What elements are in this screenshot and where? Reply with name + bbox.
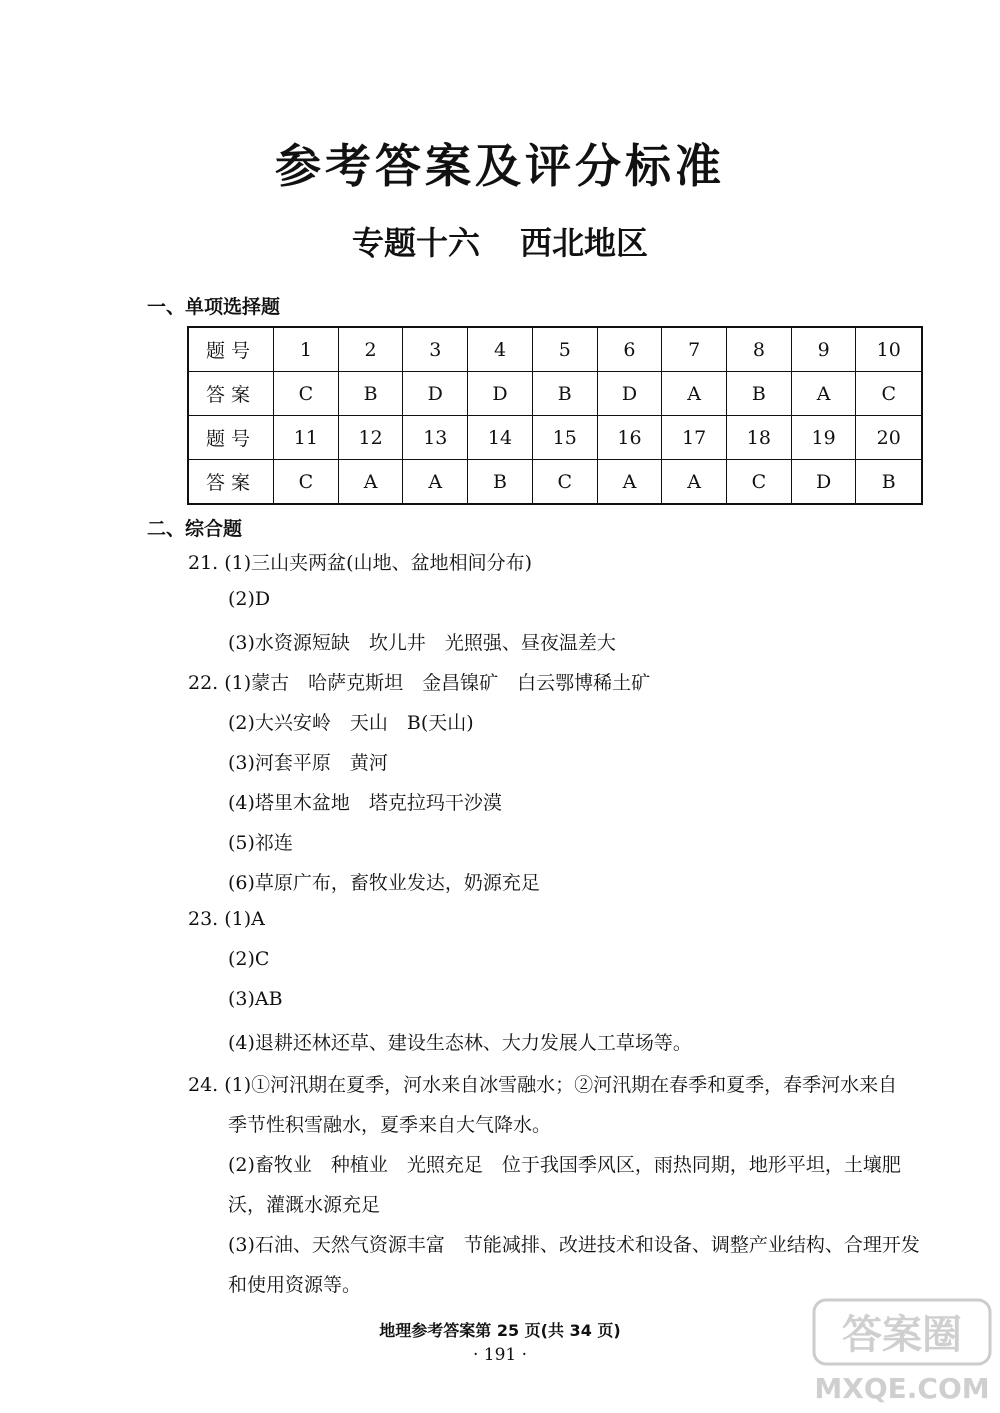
answer-cell: A [338,460,403,505]
answer-table [187,326,923,505]
question-number-cell: 4 [468,327,533,372]
answer-cell: D [791,460,856,505]
question-number-cell: 6 [597,327,662,372]
answer-cell: B [727,372,792,416]
answer-line: (5)祁连 [228,832,293,854]
question-number-cell: 14 [468,416,533,460]
answer-cell: A [662,372,727,416]
page-footer: 地理参考答案第 25 页(共 34 页) [379,1321,621,1340]
table-row [188,416,922,460]
watermark-url: MXQE.COM [814,1372,990,1405]
answer-cell: A [662,460,727,505]
answer-line: (3)水资源短缺 坎儿井 光照强、昼夜温差大 [228,632,616,654]
answer-line: 24. (1)①河汛期在夏季，河水来自冰雪融水；②河汛期在春季和夏季，春季河水来自 [188,1074,898,1096]
row-label: 答案 [188,372,274,416]
question-number-cell: 5 [532,327,597,372]
table-row [188,327,922,372]
answer-cell: A [403,460,468,505]
table-row [188,460,922,505]
answer-line: (4)塔里木盆地 塔克拉玛干沙漠 [228,792,502,814]
table-row [188,372,922,416]
watermark-text: 答案圈 [842,1312,962,1358]
answer-line: 21. (1)三山夹两盆(山地、盆地相间分布) [188,552,532,574]
question-number-cell: 11 [274,416,339,460]
answer-line: (3)石油、天然气资源丰富 节能减排、改进技术和设备、调整产业结构、合理开发 [228,1234,920,1256]
row-label: 答案 [188,460,274,505]
row-label: 题号 [188,416,274,460]
question-number-cell: 20 [856,416,922,460]
section-heading-choice: 一、单项选择题 [147,296,281,318]
topic-number: 专题十六 [351,224,480,262]
answer-line: (2)D [228,588,271,610]
row-label: 题号 [188,327,274,372]
answer-cell: D [597,372,662,416]
answer-line: (2)大兴安岭 天山 B(天山) [228,712,474,734]
question-number-cell: 17 [662,416,727,460]
question-number-cell: 2 [338,327,403,372]
question-number-cell: 1 [274,327,339,372]
answer-cell: C [856,372,922,416]
question-number-cell: 9 [791,327,856,372]
topic-region: 西北地区 [520,224,649,262]
answer-cell: C [727,460,792,505]
question-number-cell: 12 [338,416,403,460]
answer-line: (6)草原广布，畜牧业发达，奶源充足 [228,872,540,894]
answer-cell: D [403,372,468,416]
answer-cell: D [468,372,533,416]
page-title: 参考答案及评分标准 [275,139,725,193]
answer-cell: B [856,460,922,505]
question-number-cell: 16 [597,416,662,460]
question-number-cell: 10 [856,327,922,372]
topic-subtitle [0,218,1000,264]
answer-line: 季节性积雪融水，夏季来自大气降水。 [228,1114,552,1136]
page-number: · 191 · [472,1345,528,1365]
answer-cell: C [274,460,339,505]
answer-cell: A [791,372,856,416]
answer-line: (2)畜牧业 种植业 光照充足 位于我国季风区，雨热同期，地形平坦，土壤肥 [228,1154,901,1176]
question-number-cell: 13 [403,416,468,460]
question-number-cell: 15 [532,416,597,460]
question-number-cell: 8 [727,327,792,372]
answer-line: 22. (1)蒙古 哈萨克斯坦 金昌镍矿 白云鄂博稀土矿 [188,672,651,694]
question-number-cell: 18 [727,416,792,460]
question-number-cell: 3 [403,327,468,372]
answer-line: (3)河套平原 黄河 [228,752,388,774]
answer-cell: B [532,372,597,416]
answer-line: 和使用资源等。 [228,1274,362,1296]
answer-line: (2)C [228,948,270,970]
answer-line: 23. (1)A [188,908,265,930]
answer-cell: B [468,460,533,505]
answer-cell: B [338,372,403,416]
answer-cell: C [274,372,339,416]
watermark-logo [812,1298,992,1408]
question-number-cell: 19 [791,416,856,460]
answer-line: 沃，灌溉水源充足 [228,1194,381,1216]
question-number-cell: 7 [662,327,727,372]
answer-cell: A [597,460,662,505]
section-heading-comprehensive: 二、综合题 [147,518,243,540]
answer-cell: C [532,460,597,505]
answer-line: (4)退耕还林还草、建设生态林、大力发展人工草场等。 [228,1032,692,1054]
answer-line: (3)AB [228,988,283,1010]
